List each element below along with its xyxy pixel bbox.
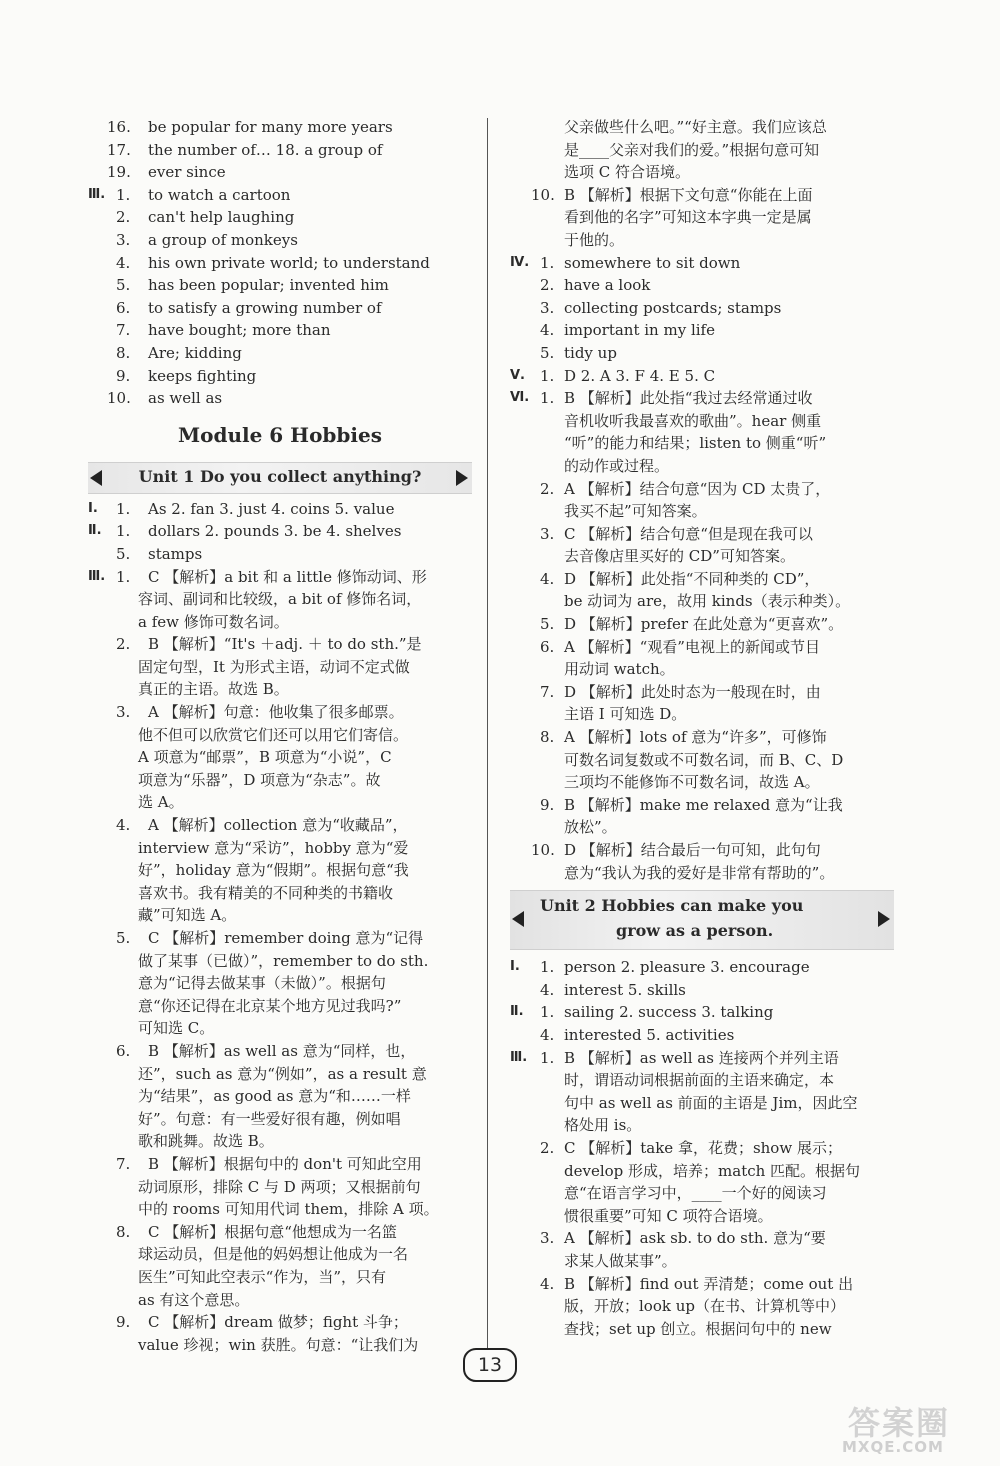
answer-line [88, 1085, 472, 1108]
answer-text: 查找；set up 创立。根据问句中的 new [564, 1319, 832, 1338]
answer-text: 好”，holiday 意为“假期”。根据句意“我 [138, 861, 409, 880]
item-number: 2. [540, 479, 555, 498]
answer-text: 是____父亲对我们的爱。”根据句意可知 [564, 140, 820, 159]
answer-text: 版，开放；look up（在书、计算机等中） [564, 1297, 845, 1316]
answer-line [88, 161, 472, 184]
answer-text: 球运动员，但是他的妈妈想让他成为一名 [138, 1245, 409, 1264]
answer-text: 的动作或过程。 [564, 456, 670, 475]
answer-line [88, 116, 472, 139]
answer-line [88, 1108, 472, 1131]
answer-line [510, 1114, 894, 1137]
answer-line [510, 726, 894, 749]
answer-line [510, 1092, 894, 1115]
answer-text: B 【解析】根据句中的 don't 可知此空用 [148, 1154, 422, 1173]
answer-line [510, 161, 894, 184]
section-numeral: Ⅲ. [88, 568, 106, 584]
answer-line [510, 1001, 894, 1024]
answer-line [510, 862, 894, 885]
item-number: 10. [531, 841, 555, 859]
item-number: 1. [116, 522, 131, 541]
unit2-header-bar [510, 890, 894, 950]
item-number: 19. [107, 163, 131, 182]
answer-line [510, 1024, 894, 1047]
answer-line [510, 979, 894, 1002]
answer-text: 为“结果”，as good as 意为“和……一样 [138, 1087, 411, 1106]
answer-text: important in my life [564, 321, 715, 340]
answer-text: ever since [148, 163, 226, 182]
answer-text: to satisfy a growing number of [148, 298, 382, 317]
section-numeral: Ⅵ. [510, 390, 530, 406]
answer-line [88, 904, 472, 927]
item-number: 3. [116, 230, 131, 249]
answer-text: develop 形成，培养；match 匹配。根据句 [564, 1161, 861, 1180]
answer-text: interested 5. activities [564, 1025, 735, 1044]
answer-line [88, 184, 472, 207]
answer-line [510, 658, 894, 681]
answer-text: A 【解析】句意：他收集了很多邮票。 [148, 703, 404, 722]
item-number: 1. [116, 499, 131, 518]
answer-text: 固定句型，It 为形式主语，动词不定式做 [138, 657, 410, 676]
answer-text: stamps [148, 544, 203, 563]
answer-text: be 动词为 are，故用 kinds（表示种类）。 [564, 592, 851, 611]
answer-line [510, 1160, 894, 1183]
item-number: 6. [540, 637, 555, 656]
answer-line [88, 814, 472, 837]
answer-text: 三项均不能修饰不可数名词，故选 A。 [564, 773, 820, 792]
watermark-site: MXQE.COM [842, 1438, 944, 1456]
answer-text: 求某人做某事”。 [564, 1251, 677, 1270]
answer-line [510, 455, 894, 478]
arrow-right-icon [878, 911, 890, 927]
answer-text: keeps fighting [148, 366, 257, 385]
item-number: 8. [116, 343, 131, 362]
answer-line [510, 1318, 894, 1341]
answer-line [88, 1311, 472, 1334]
answer-line [88, 1243, 472, 1266]
answer-line [510, 681, 894, 704]
section-numeral: Ⅲ. [510, 1049, 528, 1065]
answer-line [510, 274, 894, 297]
answer-line [88, 927, 472, 950]
answer-line [510, 1227, 894, 1250]
answer-text: can't help laughing [148, 208, 295, 227]
item-number: 1. [540, 253, 555, 272]
item-number: 4. [540, 1274, 555, 1293]
answer-text: A 【解析】ask sb. to do sth. 意为“要 [564, 1229, 826, 1248]
answer-text: 意为“记得去做某事（未做）”。根据句 [138, 974, 386, 993]
answer-line [88, 139, 472, 162]
item-number: 4. [116, 253, 131, 272]
answer-text: A 项意为“邮票”，B 项意为“小说”，C [138, 748, 392, 767]
item-number: 4. [540, 569, 555, 588]
answer-text: 我买不起”可知答案。 [564, 502, 707, 521]
answer-line [88, 1289, 472, 1312]
section-numeral: Ⅱ. [510, 1004, 524, 1020]
answer-line [510, 184, 894, 207]
item-number: 2. [540, 1138, 555, 1157]
answer-line [510, 229, 894, 252]
answer-text: 主语 I 可知选 D。 [564, 705, 687, 724]
answer-line [88, 950, 472, 973]
answer-text: interest 5. skills [564, 980, 686, 999]
item-number: 8. [116, 1222, 131, 1241]
item-number: 16. [107, 118, 131, 136]
answer-text: collecting postcards; stamps [564, 298, 782, 317]
answer-text: C 【解析】dream 做梦；fight 斗争； [148, 1313, 408, 1332]
answer-line [510, 1182, 894, 1205]
answer-text: 喜欢书。我有精美的不同种类的书籍收 [138, 883, 394, 902]
answer-text: 格处用 is。 [564, 1116, 642, 1135]
answer-text: a few 修饰可数名词。 [138, 612, 289, 631]
answer-text: 动词原形，排除 C 与 D 两项；又根据前句 [138, 1177, 421, 1196]
answer-line [88, 611, 472, 634]
answer-line [88, 1130, 472, 1153]
answer-line [88, 882, 472, 905]
answer-text: As 2. fan 3. just 4. coins 5. value [148, 499, 395, 518]
answer-line [88, 1266, 472, 1289]
answer-line [510, 1250, 894, 1273]
answer-text: 还”，such as 意为“例如”，as a result 意 [138, 1064, 427, 1083]
answer-line [510, 387, 894, 410]
answer-text: 选 A。 [138, 793, 184, 812]
answer-text: 中的 rooms 可知用代词 them，排除 A 项。 [138, 1200, 439, 1219]
answer-text: 好”。句意：有一些爱好很有趣，例如唱 [138, 1109, 401, 1128]
answer-line [510, 478, 894, 501]
item-number: 6. [116, 1041, 131, 1060]
answer-line [510, 545, 894, 568]
answer-line [510, 1047, 894, 1070]
answer-text: B 【解析】“It's ＋adj. ＋ to do sth.”是 [148, 635, 422, 654]
answer-text: somewhere to sit down [564, 253, 741, 272]
answer-line [510, 139, 894, 162]
answer-line [88, 701, 472, 724]
arrow-right-icon [456, 470, 468, 486]
answer-text: person 2. pleasure 3. encourage [564, 958, 810, 977]
answer-line [88, 1040, 472, 1063]
answer-text: B 【解析】find out 弄清楚；come out 出 [564, 1274, 854, 1293]
answer-text: A 【解析】“观看”电视上的新闻或节目 [564, 637, 820, 656]
column-divider [487, 118, 488, 1350]
item-number: 2. [540, 276, 555, 295]
item-number: 5. [540, 615, 555, 634]
answer-text: 意为“我认为我的爱好是非常有帮助的”。 [564, 863, 835, 882]
watermark-logo-text: 答案圈 [848, 1404, 951, 1442]
answer-text: as well as [148, 389, 223, 408]
answer-text: 可数名词复数或不可数名词，而 B、C、D [564, 750, 844, 769]
answer-text: D 2. A 3. F 4. E 5. C [564, 366, 716, 385]
answer-text: 可知选 C。 [138, 1019, 215, 1038]
item-number: 3. [540, 298, 555, 317]
answer-line [510, 206, 894, 229]
answer-line [88, 724, 472, 747]
answer-text: 真正的主语。故选 B。 [138, 680, 289, 699]
answer-text: 他不但可以欣赏它们还可以用它们寄信。 [138, 725, 409, 744]
item-number: 1. [540, 389, 555, 408]
answer-line [510, 523, 894, 546]
answer-line [510, 568, 894, 591]
answer-text: 用动词 watch。 [564, 660, 675, 679]
section-numeral: Ⅰ. [510, 959, 520, 975]
item-number: 9. [116, 1313, 131, 1332]
answer-text: interview 意为“采访”，hobby 意为“爱 [138, 838, 409, 857]
answer-line [510, 410, 894, 433]
answer-line [88, 498, 472, 521]
answer-line [88, 633, 472, 656]
item-number: 1. [116, 567, 131, 586]
answer-text: his own private world; to understand [148, 253, 430, 272]
answer-text: C 【解析】a bit 和 a little 修饰动词、形 [148, 567, 427, 586]
section-numeral: Ⅰ. [88, 500, 98, 516]
answer-text: 去音像店里买好的 CD”可知答案。 [564, 547, 795, 566]
answer-text: C 【解析】remember doing 意为“记得 [148, 929, 424, 947]
answer-line [510, 1205, 894, 1228]
answer-text: 项意为“乐器”，D 项意为“杂志”。故 [138, 770, 381, 789]
answer-text: tidy up [564, 343, 617, 362]
answer-text: the number of… 18. a group of [148, 140, 383, 159]
answer-line [510, 116, 894, 139]
answer-text: 放松”。 [564, 818, 617, 837]
answer-line [88, 588, 472, 611]
answer-text: 医生”可知此空表示“作为，当”，只有 [138, 1267, 387, 1286]
answer-text: A 【解析】lots of 意为“许多”，可修饰 [564, 728, 827, 747]
answer-line [510, 794, 894, 817]
item-number: 4. [540, 321, 555, 340]
answer-line [88, 229, 472, 252]
unit2-title-line1: Unit 2 Hobbies can make you [540, 896, 804, 916]
answer-line [510, 342, 894, 365]
answer-line [510, 1137, 894, 1160]
item-number: 5. [116, 929, 131, 947]
answer-text: have a look [564, 276, 651, 295]
answer-line [88, 1017, 472, 1040]
item-number: 7. [540, 682, 555, 701]
answer-line [88, 656, 472, 679]
answer-line [88, 297, 472, 320]
watermark-logo [840, 1398, 998, 1462]
answer-line [510, 432, 894, 455]
section-numeral: Ⅳ. [510, 254, 530, 270]
answer-text: as 有这个意思。 [138, 1290, 250, 1309]
answer-line [88, 1176, 472, 1199]
answer-line [88, 1153, 472, 1176]
answer-text: C 【解析】take 拿，花费；show 展示； [564, 1138, 842, 1157]
answer-line [88, 520, 472, 543]
answer-line [510, 319, 894, 342]
answer-line [510, 1295, 894, 1318]
answer-line [88, 274, 472, 297]
answer-line [88, 837, 472, 860]
answer-text: a group of monkeys [148, 230, 298, 249]
answer-text: B 【解析】as well as 意为“同样，也， [148, 1041, 416, 1060]
answer-line [510, 500, 894, 523]
item-number: 1. [540, 366, 555, 385]
page-number: 13 [463, 1348, 517, 1382]
answer-text: C 【解析】根据句意“他想成为一名篮 [148, 1222, 397, 1241]
item-number: 9. [540, 795, 555, 814]
item-number: 10. [107, 389, 131, 408]
item-number: 5. [540, 343, 555, 362]
answer-line [510, 613, 894, 636]
answer-text: 意“你还记得在北京某个地方见过我吗?” [138, 996, 402, 1015]
answer-line [88, 206, 472, 229]
unit2-title-line2: grow as a person. [616, 921, 774, 941]
answer-line [88, 1198, 472, 1221]
arrow-left-icon [512, 911, 524, 927]
answer-text: 于他的。 [564, 230, 625, 249]
answer-line [88, 746, 472, 769]
answer-line [510, 703, 894, 726]
item-number: 2. [116, 635, 131, 654]
answer-line [88, 342, 472, 365]
section-numeral: Ⅲ. [88, 186, 106, 202]
answer-line [88, 543, 472, 566]
item-number: 4. [116, 816, 131, 835]
answer-text: to watch a cartoon [148, 185, 291, 204]
answer-line [510, 956, 894, 979]
item-number: 7. [116, 1154, 131, 1173]
item-number: 1. [540, 1048, 555, 1067]
left-column [88, 116, 472, 1356]
item-number: 6. [116, 298, 131, 317]
answer-text: 选项 C 符合语境。 [564, 163, 691, 182]
answer-text: C 【解析】结合句意“但是现在我可以 [564, 524, 813, 543]
item-number: 4. [540, 1025, 555, 1044]
answer-text: A 【解析】collection 意为“收藏品”， [148, 816, 408, 835]
answer-text: “听”的能力和结果；listen to 侧重“听” [564, 434, 827, 453]
answer-text: have bought; more than [148, 321, 331, 340]
answer-text: B 【解析】根据下文句意“你能在上面 [564, 185, 813, 204]
unit1-title: Unit 1 Do you collect anything? [138, 466, 422, 486]
answer-text: 做了某事（已做）”，remember to do sth. [138, 951, 429, 970]
answer-line [88, 995, 472, 1018]
answer-text: has been popular; invented him [148, 276, 389, 295]
right-column [510, 116, 894, 1340]
answer-text: be popular for many more years [148, 118, 393, 136]
item-number: 4. [540, 980, 555, 999]
answer-line [510, 1069, 894, 1092]
answer-text: D 【解析】结合最后一句可知，此句句 [564, 841, 821, 859]
answer-text: A 【解析】结合句意“因为 CD 太贵了， [564, 479, 831, 498]
answer-text: D 【解析】此处时态为一般现在时，由 [564, 682, 821, 701]
answer-text: dollars 2. pounds 3. be 4. shelves [148, 522, 402, 541]
answer-line [88, 1063, 472, 1086]
answer-line [88, 859, 472, 882]
answer-line [88, 791, 472, 814]
answer-text: 惯很重要”可知 C 项符合语境。 [564, 1206, 773, 1225]
item-number: 2. [116, 208, 131, 227]
answer-text: D 【解析】prefer 在此处意为“更喜欢”。 [564, 615, 844, 634]
answer-text: 音机收听我最喜欢的歌曲”。hear 侧重 [564, 411, 822, 430]
answer-line [88, 365, 472, 388]
answer-text: D 【解析】此处指“不同种类的 CD”， [564, 569, 820, 588]
answer-text: B 【解析】此处指“我过去经常通过收 [564, 389, 813, 408]
answer-line [510, 839, 894, 862]
answer-line [510, 749, 894, 772]
answer-line [88, 1334, 472, 1357]
answer-line [88, 769, 472, 792]
answer-line [88, 387, 472, 410]
answer-line [88, 566, 472, 589]
item-number: 3. [540, 524, 555, 543]
answer-text: sailing 2. success 3. talking [564, 1003, 774, 1022]
item-number: 17. [107, 140, 131, 159]
section-numeral: Ⅱ. [88, 523, 102, 539]
answer-text: B 【解析】make me relaxed 意为“让我 [564, 795, 843, 814]
answer-text: 意“在语言学习中，____一个好的阅读习 [564, 1184, 827, 1203]
answer-line [510, 816, 894, 839]
item-number: 1. [540, 1003, 555, 1022]
item-number: 3. [540, 1229, 555, 1248]
answer-line [510, 636, 894, 659]
answer-text: 歌和跳舞。故选 B。 [138, 1132, 274, 1151]
answer-line [88, 1221, 472, 1244]
item-number: 7. [116, 321, 131, 340]
answer-text: B 【解析】as well as 连接两个并列主语 [564, 1048, 839, 1067]
answer-line [88, 678, 472, 701]
answer-line [510, 297, 894, 320]
item-number: 3. [116, 703, 131, 722]
item-number: 8. [540, 728, 555, 747]
module-title: Module 6 Hobbies [178, 422, 382, 447]
item-number: 10. [531, 185, 555, 204]
answer-line [510, 590, 894, 613]
answer-text: 句中 as well as 前面的主语是 Jim，因此空 [564, 1093, 858, 1112]
answer-line [88, 252, 472, 275]
answer-text: 看到他的名字”可知这本字典一定是属 [564, 208, 812, 227]
item-number: 9. [116, 366, 131, 385]
answer-line [510, 771, 894, 794]
answer-line [510, 365, 894, 388]
answer-text: 父亲做些什么吧。”“好主意。我们应该总 [564, 118, 827, 136]
item-number: 5. [116, 276, 131, 295]
answer-text: Are; kidding [148, 343, 242, 362]
answer-line [88, 972, 472, 995]
answer-line [510, 252, 894, 275]
answer-text: 容词、副词和比较级，a bit of 修饰名词， [138, 590, 422, 609]
item-number: 5. [116, 544, 131, 563]
answer-line [510, 1273, 894, 1296]
item-number: 1. [540, 958, 555, 977]
answer-line [88, 319, 472, 342]
section-numeral: Ⅴ. [510, 367, 525, 383]
item-number: 1. [116, 185, 131, 204]
answer-text: 时，谓语动词根据前面的主语来确定，本 [564, 1071, 835, 1090]
unit1-header-bar [88, 462, 472, 494]
answer-text: value 珍视；win 获胜。句意：“让我们为 [138, 1335, 419, 1354]
answer-text: 藏”可知选 A。 [138, 906, 237, 925]
